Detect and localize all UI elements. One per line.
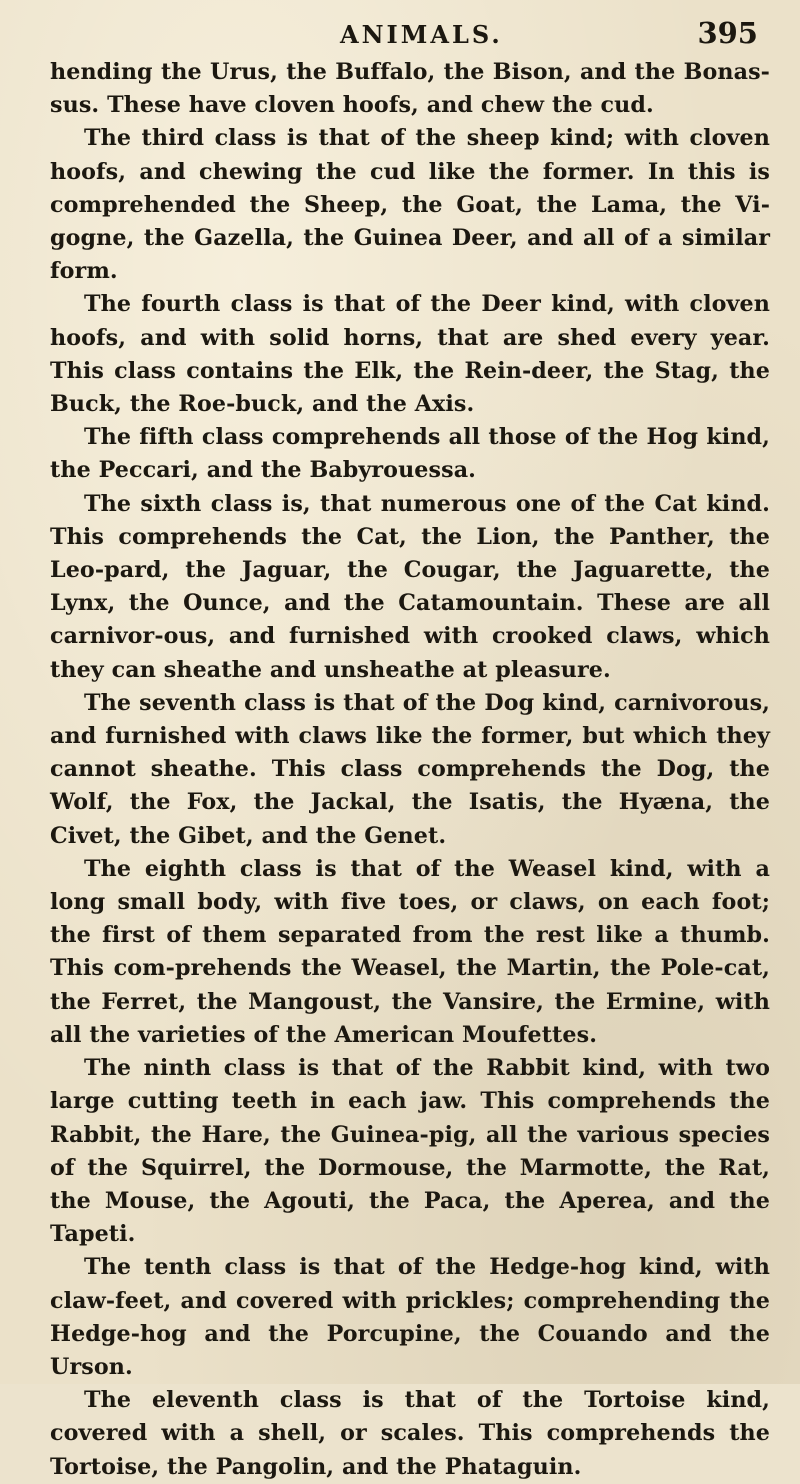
paragraph-fifth-class: The fifth class comprehends all those of the Hog kind, the Peccari, and the Babyrouessa.	[50, 424, 770, 484]
paragraph-tenth-class: The tenth class is that of the Hedge-hog kind, with claw-feet, and covered with prickles; comprehending the Hedge-hog and the Porcupine, the Couando and the Urson.	[50, 1254, 770, 1380]
running-head	[50, 16, 770, 48]
page-number: 395	[697, 16, 758, 50]
paragraph-ninth-class: The ninth class is that of the Rabbit kind, with two large cutting teeth in each jaw. This comprehends the Rabbit, the Hare, the Guinea-pig, all the various species of the Squirrel, the Dormouse, the Marmotte, the Rat, the Mouse, the Agouti, the Paca, the Aperea, and the Tapeti.	[50, 1055, 770, 1248]
paragraph-eighth-class: The eighth class is that of the Weasel kind, with a long small body, with five toes, or claws, on each foot; the first of them separated from the rest like a thumb. This com-prehends the Weasel, the Martin, the Pole-cat, the Ferret, the Mangoust, the Vansire, the Ermine, with all the varieties of the American Moufettes.	[50, 855, 770, 1048]
paragraph-eleventh-class: The eleventh class is that of the Tortoise kind, covered with a shell, or scales. This comprehends the Tortoise, the Pangolin, and the Phataguin.	[50, 1387, 770, 1480]
body-text	[50, 56, 770, 1484]
paragraph-fourth-class: The fourth class is that of the Deer kind, with cloven hoofs, and with solid horns, that are shed every year. This class contains the Elk, the Rein-deer, the Stag, the Buck, the Roe-buck, and the Axis.	[50, 291, 770, 418]
paragraph-continuation: hending the Urus, the Buffalo, the Bison, and the Bonas-sus. These have cloven hoofs, and chew the cud.	[50, 59, 770, 119]
running-title: ANIMALS.	[340, 20, 503, 49]
paragraph-third-class: The third class is that of the sheep kind; with cloven hoofs, and chewing the cud like the former. In this is comprehended the Sheep, the Goat, the Lama, the Vi-gogne, the Gazella, the Guinea Deer, and all of a similar form.	[50, 125, 770, 285]
paragraph-sixth-class: The sixth class is, that numerous one of the Cat kind. This comprehends the Cat, the Lion, the Panther, the Leo-pard, the Jaguar, the Cougar, the Jaguarette, the Lynx, the Ounce, and the Catamountain. These are all carnivor-ous, and furnished with crooked claws, which they can sheathe and unsheathe at pleasure.	[50, 490, 770, 683]
paragraph-seventh-class: The seventh class is that of the Dog kind, carnivorous, and furnished with claws like the former, but which they cannot sheathe. This class comprehends the Dog, the Wolf, the Fox, the Jackal, the Isatis, the Hyæna, the Civet, the Gibet, and the Genet.	[50, 689, 770, 849]
